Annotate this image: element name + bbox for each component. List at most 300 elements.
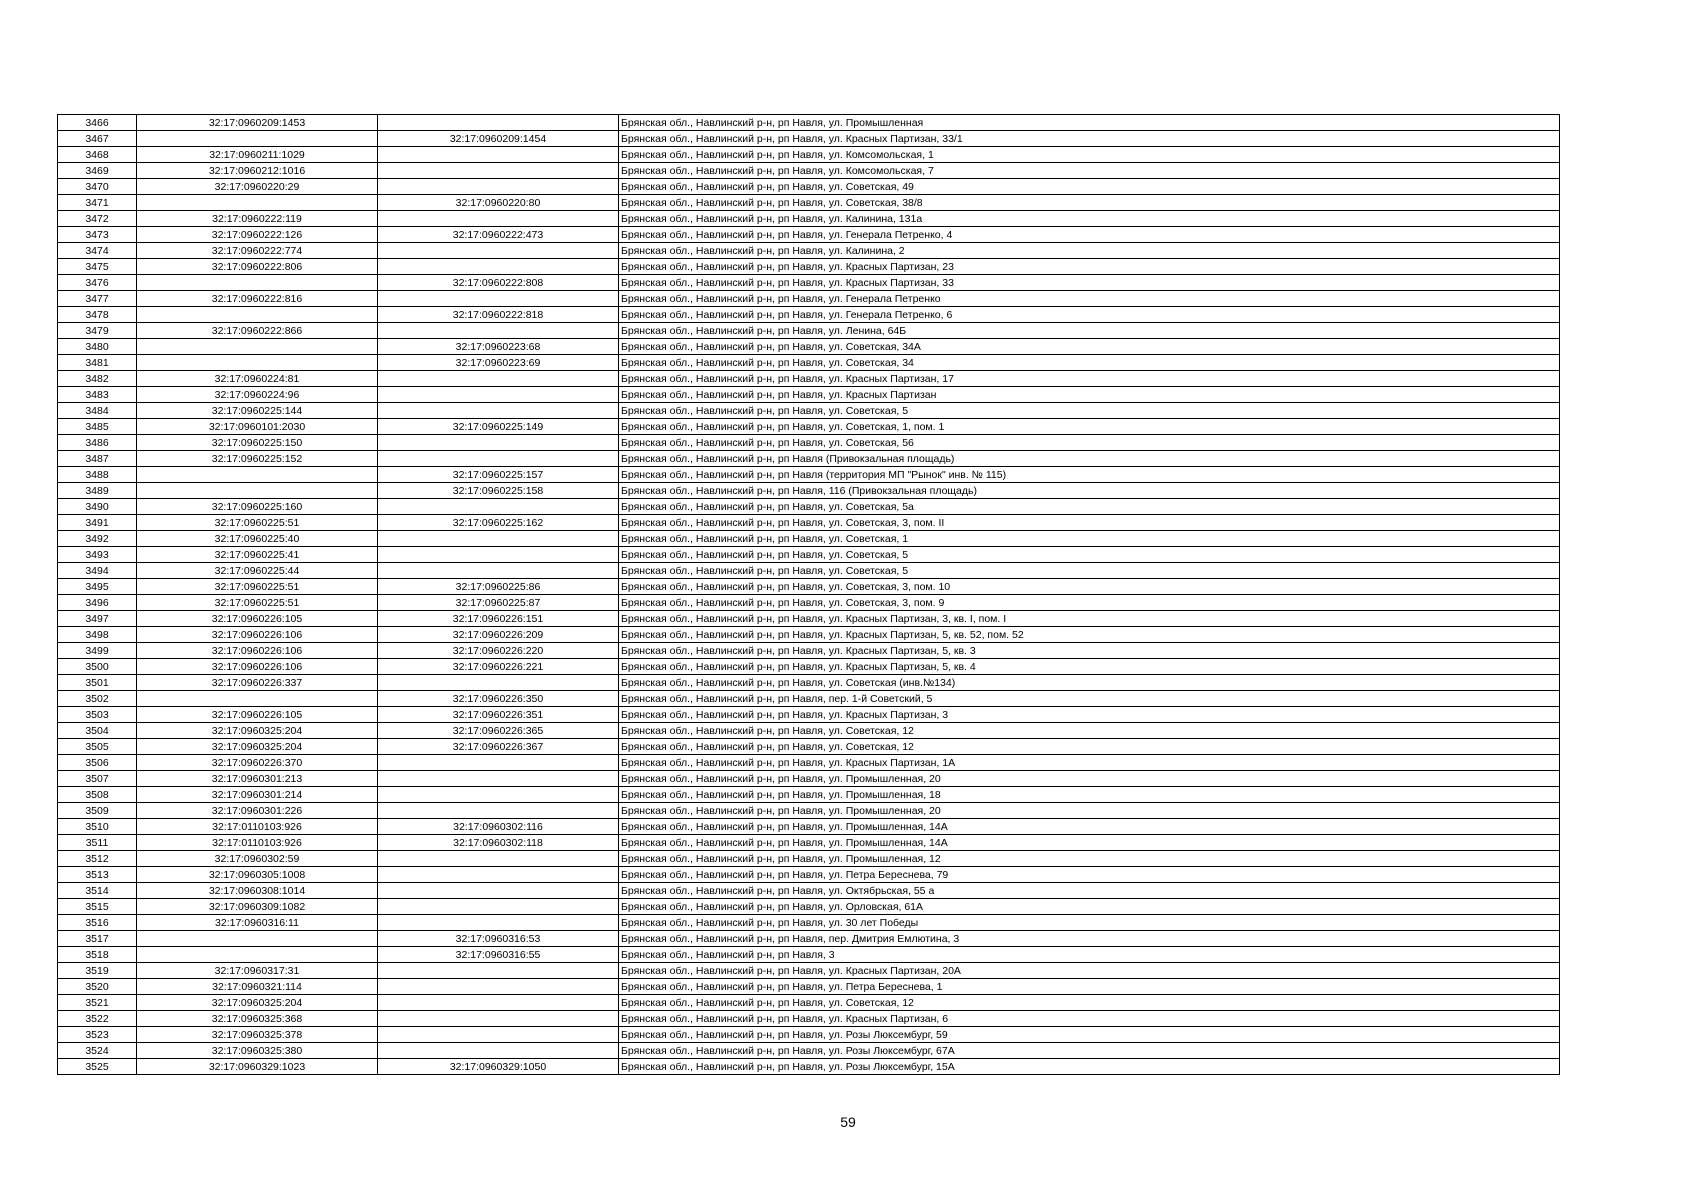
row-number-cell: 3489 bbox=[58, 483, 137, 499]
row-number-cell: 3491 bbox=[58, 515, 137, 531]
address-cell: Брянская обл., Навлинский р-н, рп Навля, ул. Петра Береснева, 1 bbox=[619, 979, 1560, 995]
address-cell: Брянская обл., Навлинский р-н, рп Навля, ул. Красных Партизан, 3 bbox=[619, 707, 1560, 723]
address-cell: Брянская обл., Навлинский р-н, рп Навля, ул. Советская, 34А bbox=[619, 339, 1560, 355]
address-cell: Брянская обл., Навлинский р-н, рп Навля, ул. Красных Партизан, 5, кв. 4 bbox=[619, 659, 1560, 675]
cadastral-number-cell: 32:17:0960224:96 bbox=[137, 387, 378, 403]
cadastral-number-cell: 32:17:0960226:106 bbox=[137, 627, 378, 643]
address-cell: Брянская обл., Навлинский р-н, рп Навля, ул. Промышленная, 12 bbox=[619, 851, 1560, 867]
cadastral-number-cell: 32:17:0960222:816 bbox=[137, 291, 378, 307]
cadastral-number-cell: 32:17:0960325:380 bbox=[137, 1043, 378, 1059]
table-row bbox=[58, 899, 1560, 915]
row-number-cell: 3508 bbox=[58, 787, 137, 803]
address-cell: Брянская обл., Навлинский р-н, рп Навля, ул. Генерала Петренко, 4 bbox=[619, 227, 1560, 243]
row-number-cell: 3495 bbox=[58, 579, 137, 595]
table-row bbox=[58, 851, 1560, 867]
address-cell: Брянская обл., Навлинский р-н, рп Навля, ул. Комсомольская, 7 bbox=[619, 163, 1560, 179]
table-row bbox=[58, 275, 1560, 291]
object-cadastral-number-cell: 32:17:0960223:68 bbox=[378, 339, 619, 355]
table-row bbox=[58, 147, 1560, 163]
object-cadastral-number-cell: 32:17:0960225:158 bbox=[378, 483, 619, 499]
cadastral-number-cell: 32:17:0960325:204 bbox=[137, 995, 378, 1011]
table-row bbox=[58, 1011, 1560, 1027]
object-cadastral-number-cell: 32:17:0960226:220 bbox=[378, 643, 619, 659]
address-cell: Брянская обл., Навлинский р-н, рп Навля, ул. Красных Партизан, 23 bbox=[619, 259, 1560, 275]
row-number-cell: 3509 bbox=[58, 803, 137, 819]
row-number-cell: 3470 bbox=[58, 179, 137, 195]
table-row bbox=[58, 995, 1560, 1011]
row-number-cell: 3512 bbox=[58, 851, 137, 867]
object-cadastral-number-cell bbox=[378, 371, 619, 387]
row-number-cell: 3478 bbox=[58, 307, 137, 323]
row-number-cell: 3504 bbox=[58, 723, 137, 739]
address-cell: Брянская обл., Навлинский р-н, рп Навля, ул. Советская, 34 bbox=[619, 355, 1560, 371]
cadastral-number-cell: 32:17:0960329:1023 bbox=[137, 1059, 378, 1075]
table-row bbox=[58, 595, 1560, 611]
table-row bbox=[58, 179, 1560, 195]
address-cell: Брянская обл., Навлинский р-н, рп Навля, ул. Генерала Петренко, 6 bbox=[619, 307, 1560, 323]
address-cell: Брянская обл., Навлинский р-н, рп Навля, ул. Красных Партизан, 33 bbox=[619, 275, 1560, 291]
cadastral-number-cell: 32:17:0960225:152 bbox=[137, 451, 378, 467]
address-cell: Брянская обл., Навлинский р-н, рп Навля, ул. Калинина, 131а bbox=[619, 211, 1560, 227]
row-number-cell: 3487 bbox=[58, 451, 137, 467]
object-cadastral-number-cell bbox=[378, 995, 619, 1011]
table-row bbox=[58, 707, 1560, 723]
row-number-cell: 3493 bbox=[58, 547, 137, 563]
cadastral-number-cell: 32:17:0960222:119 bbox=[137, 211, 378, 227]
object-cadastral-number-cell bbox=[378, 243, 619, 259]
cadastral-number-cell: 32:17:0960226:370 bbox=[137, 755, 378, 771]
object-cadastral-number-cell: 32:17:0960223:69 bbox=[378, 355, 619, 371]
row-number-cell: 3479 bbox=[58, 323, 137, 339]
object-cadastral-number-cell bbox=[378, 979, 619, 995]
address-cell: Брянская обл., Навлинский р-н, рп Навля, ул. Красных Партизан, 20А bbox=[619, 963, 1560, 979]
row-number-cell: 3498 bbox=[58, 627, 137, 643]
object-cadastral-number-cell bbox=[378, 387, 619, 403]
object-cadastral-number-cell bbox=[378, 323, 619, 339]
address-cell: Брянская обл., Навлинский р-н, рп Навля, ул. Промышленная, 20 bbox=[619, 803, 1560, 819]
row-number-cell: 3486 bbox=[58, 435, 137, 451]
table-row bbox=[58, 435, 1560, 451]
object-cadastral-number-cell: 32:17:0960226:367 bbox=[378, 739, 619, 755]
table-row bbox=[58, 1027, 1560, 1043]
object-cadastral-number-cell: 32:17:0960226:350 bbox=[378, 691, 619, 707]
object-cadastral-number-cell bbox=[378, 755, 619, 771]
cadastral-number-cell: 32:17:0960226:337 bbox=[137, 675, 378, 691]
address-cell: Брянская обл., Навлинский р-н, рп Навля, ул. Красных Партизан, 17 bbox=[619, 371, 1560, 387]
row-number-cell: 3467 bbox=[58, 131, 137, 147]
address-cell: Брянская обл., Навлинский р-н, рп Навля, ул. Промышленная, 18 bbox=[619, 787, 1560, 803]
object-cadastral-number-cell: 32:17:0960225:87 bbox=[378, 595, 619, 611]
object-cadastral-number-cell bbox=[378, 499, 619, 515]
table-row bbox=[58, 579, 1560, 595]
table-row bbox=[58, 371, 1560, 387]
table-row bbox=[58, 227, 1560, 243]
object-cadastral-number-cell bbox=[378, 547, 619, 563]
table-row bbox=[58, 291, 1560, 307]
object-cadastral-number-cell bbox=[378, 163, 619, 179]
cadastral-number-cell bbox=[137, 355, 378, 371]
row-number-cell: 3496 bbox=[58, 595, 137, 611]
cadastral-number-cell: 32:17:0960302:59 bbox=[137, 851, 378, 867]
address-cell: Брянская обл., Навлинский р-н, рп Навля, ул. Промышленная, 20 bbox=[619, 771, 1560, 787]
table-row bbox=[58, 387, 1560, 403]
row-number-cell: 3499 bbox=[58, 643, 137, 659]
object-cadastral-number-cell: 32:17:0960225:149 bbox=[378, 419, 619, 435]
address-cell: Брянская обл., Навлинский р-н, рп Навля, ул. Красных Партизан bbox=[619, 387, 1560, 403]
row-number-cell: 3472 bbox=[58, 211, 137, 227]
cadastral-number-cell: 32:17:0960225:40 bbox=[137, 531, 378, 547]
cadastral-number-cell: 32:17:0960226:106 bbox=[137, 659, 378, 675]
row-number-cell: 3501 bbox=[58, 675, 137, 691]
address-cell: Брянская обл., Навлинский р-н, рп Навля, ул. Розы Люксембург, 67А bbox=[619, 1043, 1560, 1059]
cadastral-number-cell: 32:17:0960224:81 bbox=[137, 371, 378, 387]
object-cadastral-number-cell: 32:17:0960316:53 bbox=[378, 931, 619, 947]
object-cadastral-number-cell: 32:17:0960222:473 bbox=[378, 227, 619, 243]
row-number-cell: 3477 bbox=[58, 291, 137, 307]
row-number-cell: 3503 bbox=[58, 707, 137, 723]
row-number-cell: 3494 bbox=[58, 563, 137, 579]
row-number-cell: 3521 bbox=[58, 995, 137, 1011]
cadastral-number-cell bbox=[137, 339, 378, 355]
object-cadastral-number-cell bbox=[378, 147, 619, 163]
row-number-cell: 3490 bbox=[58, 499, 137, 515]
cadastral-number-cell: 32:17:0960226:106 bbox=[137, 643, 378, 659]
address-cell: Брянская обл., Навлинский р-н, рп Навля, ул. Советская, 5 bbox=[619, 563, 1560, 579]
address-cell: Брянская обл., Навлинский р-н, рп Навля, ул. Советская, 12 bbox=[619, 739, 1560, 755]
cadastral-number-cell: 32:17:0960225:41 bbox=[137, 547, 378, 563]
object-cadastral-number-cell bbox=[378, 771, 619, 787]
table-row bbox=[58, 515, 1560, 531]
object-cadastral-number-cell bbox=[378, 115, 619, 131]
cadastral-number-cell: 32:17:0960301:226 bbox=[137, 803, 378, 819]
cadastral-number-cell: 32:17:0960225:160 bbox=[137, 499, 378, 515]
table-row bbox=[58, 499, 1560, 515]
object-cadastral-number-cell bbox=[378, 563, 619, 579]
table-row bbox=[58, 195, 1560, 211]
object-cadastral-number-cell bbox=[378, 1011, 619, 1027]
address-cell: Брянская обл., Навлинский р-н, рп Навля, пер. 1-й Советский, 5 bbox=[619, 691, 1560, 707]
table-row bbox=[58, 755, 1560, 771]
row-number-cell: 3511 bbox=[58, 835, 137, 851]
row-number-cell: 3492 bbox=[58, 531, 137, 547]
object-cadastral-number-cell: 32:17:0960329:1050 bbox=[378, 1059, 619, 1075]
row-number-cell: 3481 bbox=[58, 355, 137, 371]
address-cell: Брянская обл., Навлинский р-н, рп Навля, ул. Советская, 38/8 bbox=[619, 195, 1560, 211]
cadastral-number-cell bbox=[137, 467, 378, 483]
cadastral-number-cell bbox=[137, 195, 378, 211]
cadastral-number-cell: 32:17:0960101:2030 bbox=[137, 419, 378, 435]
cadastral-number-cell bbox=[137, 947, 378, 963]
table-row bbox=[58, 339, 1560, 355]
page-number: 59 bbox=[840, 1114, 856, 1130]
table-row bbox=[58, 979, 1560, 995]
cadastral-number-cell: 32:17:0960222:866 bbox=[137, 323, 378, 339]
address-cell: Брянская обл., Навлинский р-н, рп Навля, ул. Советская, 1 bbox=[619, 531, 1560, 547]
address-cell: Брянская обл., Навлинский р-н, рп Навля, 116 (Привокзальная площадь) bbox=[619, 483, 1560, 499]
table-row bbox=[58, 787, 1560, 803]
table-body bbox=[58, 115, 1560, 1075]
property-registry-table bbox=[57, 114, 1560, 1075]
row-number-cell: 3518 bbox=[58, 947, 137, 963]
cadastral-number-cell: 32:17:0960301:214 bbox=[137, 787, 378, 803]
table-row bbox=[58, 691, 1560, 707]
address-cell: Брянская обл., Навлинский р-н, рп Навля, ул. Промышленная bbox=[619, 115, 1560, 131]
address-cell: Брянская обл., Навлинский р-н, рп Навля, ул. Советская, 12 bbox=[619, 723, 1560, 739]
cadastral-number-cell: 32:17:0960309:1082 bbox=[137, 899, 378, 915]
cadastral-number-cell: 32:17:0960317:31 bbox=[137, 963, 378, 979]
object-cadastral-number-cell bbox=[378, 915, 619, 931]
table-row bbox=[58, 675, 1560, 691]
address-cell: Брянская обл., Навлинский р-н, рп Навля, ул. Орловская, 61А bbox=[619, 899, 1560, 915]
object-cadastral-number-cell bbox=[378, 531, 619, 547]
object-cadastral-number-cell: 32:17:0960225:162 bbox=[378, 515, 619, 531]
object-cadastral-number-cell: 32:17:0960220:80 bbox=[378, 195, 619, 211]
cadastral-number-cell bbox=[137, 931, 378, 947]
object-cadastral-number-cell bbox=[378, 1027, 619, 1043]
cadastral-number-cell: 32:17:0960209:1453 bbox=[137, 115, 378, 131]
table-row bbox=[58, 1043, 1560, 1059]
table-row bbox=[58, 659, 1560, 675]
table-row bbox=[58, 803, 1560, 819]
row-number-cell: 3485 bbox=[58, 419, 137, 435]
document-table-wrapper bbox=[57, 114, 1559, 1075]
cadastral-number-cell: 32:17:0960225:51 bbox=[137, 595, 378, 611]
table-row bbox=[58, 547, 1560, 563]
address-cell: Брянская обл., Навлинский р-н, рп Навля, ул. Калинина, 2 bbox=[619, 243, 1560, 259]
table-row bbox=[58, 739, 1560, 755]
object-cadastral-number-cell bbox=[378, 1043, 619, 1059]
object-cadastral-number-cell: 32:17:0960226:351 bbox=[378, 707, 619, 723]
address-cell: Брянская обл., Навлинский р-н, рп Навля, ул. Красных Партизан, 3, кв. I, пом. I bbox=[619, 611, 1560, 627]
table-row bbox=[58, 723, 1560, 739]
row-number-cell: 3476 bbox=[58, 275, 137, 291]
row-number-cell: 3466 bbox=[58, 115, 137, 131]
object-cadastral-number-cell: 32:17:0960225:86 bbox=[378, 579, 619, 595]
object-cadastral-number-cell: 32:17:0960225:157 bbox=[378, 467, 619, 483]
cadastral-number-cell bbox=[137, 307, 378, 323]
table-row bbox=[58, 355, 1560, 371]
row-number-cell: 3522 bbox=[58, 1011, 137, 1027]
address-cell: Брянская обл., Навлинский р-н, рп Навля, ул. Розы Люксембург, 59 bbox=[619, 1027, 1560, 1043]
table-row bbox=[58, 963, 1560, 979]
table-row bbox=[58, 771, 1560, 787]
address-cell: Брянская обл., Навлинский р-н, рп Навля, 3 bbox=[619, 947, 1560, 963]
cadastral-number-cell: 32:17:0110103:926 bbox=[137, 835, 378, 851]
address-cell: Брянская обл., Навлинский р-н, рп Навля, ул. Советская, 3, пом. II bbox=[619, 515, 1560, 531]
object-cadastral-number-cell: 32:17:0960222:808 bbox=[378, 275, 619, 291]
table-row bbox=[58, 211, 1560, 227]
address-cell: Брянская обл., Навлинский р-н, рп Навля, ул. Советская, 3, пом. 10 bbox=[619, 579, 1560, 595]
cadastral-number-cell: 32:17:0960212:1016 bbox=[137, 163, 378, 179]
address-cell: Брянская обл., Навлинский р-н, рп Навля, ул. Октябрьская, 55 а bbox=[619, 883, 1560, 899]
object-cadastral-number-cell: 32:17:0960222:818 bbox=[378, 307, 619, 323]
row-number-cell: 3500 bbox=[58, 659, 137, 675]
cadastral-number-cell bbox=[137, 483, 378, 499]
object-cadastral-number-cell bbox=[378, 675, 619, 691]
row-number-cell: 3507 bbox=[58, 771, 137, 787]
table-row bbox=[58, 819, 1560, 835]
object-cadastral-number-cell bbox=[378, 883, 619, 899]
object-cadastral-number-cell bbox=[378, 963, 619, 979]
object-cadastral-number-cell bbox=[378, 851, 619, 867]
address-cell: Брянская обл., Навлинский р-н, рп Навля (Привокзальная площадь) bbox=[619, 451, 1560, 467]
table-row bbox=[58, 643, 1560, 659]
row-number-cell: 3519 bbox=[58, 963, 137, 979]
row-number-cell: 3524 bbox=[58, 1043, 137, 1059]
cadastral-number-cell bbox=[137, 275, 378, 291]
object-cadastral-number-cell bbox=[378, 291, 619, 307]
row-number-cell: 3480 bbox=[58, 339, 137, 355]
address-cell: Брянская обл., Навлинский р-н, рп Навля, ул. Генерала Петренко bbox=[619, 291, 1560, 307]
cadastral-number-cell: 32:17:0960222:774 bbox=[137, 243, 378, 259]
cadastral-number-cell: 32:17:0960220:29 bbox=[137, 179, 378, 195]
row-number-cell: 3523 bbox=[58, 1027, 137, 1043]
cadastral-number-cell: 32:17:0960225:144 bbox=[137, 403, 378, 419]
cadastral-number-cell: 32:17:0960325:378 bbox=[137, 1027, 378, 1043]
object-cadastral-number-cell: 32:17:0960316:55 bbox=[378, 947, 619, 963]
object-cadastral-number-cell bbox=[378, 435, 619, 451]
address-cell: Брянская обл., Навлинский р-н, рп Навля, ул. Советская, 49 bbox=[619, 179, 1560, 195]
object-cadastral-number-cell: 32:17:0960209:1454 bbox=[378, 131, 619, 147]
address-cell: Брянская обл., Навлинский р-н, рп Навля, ул. Петра Береснева, 79 bbox=[619, 867, 1560, 883]
object-cadastral-number-cell bbox=[378, 179, 619, 195]
table-row bbox=[58, 947, 1560, 963]
row-number-cell: 3520 bbox=[58, 979, 137, 995]
object-cadastral-number-cell bbox=[378, 259, 619, 275]
table-row bbox=[58, 163, 1560, 179]
row-number-cell: 3471 bbox=[58, 195, 137, 211]
address-cell: Брянская обл., Навлинский р-н, рп Навля, ул. 30 лет Победы bbox=[619, 915, 1560, 931]
row-number-cell: 3483 bbox=[58, 387, 137, 403]
row-number-cell: 3502 bbox=[58, 691, 137, 707]
cadastral-number-cell: 32:17:0960225:51 bbox=[137, 515, 378, 531]
address-cell: Брянская обл., Навлинский р-н, рп Навля, ул. Розы Люксембург, 15А bbox=[619, 1059, 1560, 1075]
cadastral-number-cell: 32:17:0960225:44 bbox=[137, 563, 378, 579]
row-number-cell: 3497 bbox=[58, 611, 137, 627]
table-row bbox=[58, 467, 1560, 483]
object-cadastral-number-cell: 32:17:0960226:209 bbox=[378, 627, 619, 643]
row-number-cell: 3510 bbox=[58, 819, 137, 835]
address-cell: Брянская обл., Навлинский р-н, рп Навля, ул. Советская, 3, пом. 9 bbox=[619, 595, 1560, 611]
cadastral-number-cell: 32:17:0960305:1008 bbox=[137, 867, 378, 883]
address-cell: Брянская обл., Навлинский р-н, рп Навля, ул. Красных Партизан, 5, кв. 3 bbox=[619, 643, 1560, 659]
object-cadastral-number-cell bbox=[378, 803, 619, 819]
table-row bbox=[58, 259, 1560, 275]
row-number-cell: 3468 bbox=[58, 147, 137, 163]
table-row bbox=[58, 419, 1560, 435]
table-row bbox=[58, 131, 1560, 147]
table-row bbox=[58, 403, 1560, 419]
address-cell: Брянская обл., Навлинский р-н, рп Навля (территория МП "Рынок" инв. № 115) bbox=[619, 467, 1560, 483]
table-row bbox=[58, 611, 1560, 627]
cadastral-number-cell: 32:17:0960211:1029 bbox=[137, 147, 378, 163]
cadastral-number-cell: 32:17:0960226:105 bbox=[137, 611, 378, 627]
object-cadastral-number-cell: 32:17:0960302:116 bbox=[378, 819, 619, 835]
cadastral-number-cell: 32:17:0960226:105 bbox=[137, 707, 378, 723]
address-cell: Брянская обл., Навлинский р-н, рп Навля, ул. Красных Партизан, 5, кв. 52, пом. 52 bbox=[619, 627, 1560, 643]
row-number-cell: 3517 bbox=[58, 931, 137, 947]
address-cell: Брянская обл., Навлинский р-н, рп Навля, ул. Советская, 5 bbox=[619, 403, 1560, 419]
row-number-cell: 3505 bbox=[58, 739, 137, 755]
cadastral-number-cell: 32:17:0960316:11 bbox=[137, 915, 378, 931]
address-cell: Брянская обл., Навлинский р-н, рп Навля, ул. Советская (инв.№134) bbox=[619, 675, 1560, 691]
object-cadastral-number-cell: 32:17:0960226:221 bbox=[378, 659, 619, 675]
row-number-cell: 3469 bbox=[58, 163, 137, 179]
object-cadastral-number-cell bbox=[378, 867, 619, 883]
table-row bbox=[58, 867, 1560, 883]
table-row bbox=[58, 243, 1560, 259]
row-number-cell: 3482 bbox=[58, 371, 137, 387]
cadastral-number-cell: 32:17:0960225:150 bbox=[137, 435, 378, 451]
row-number-cell: 3474 bbox=[58, 243, 137, 259]
row-number-cell: 3513 bbox=[58, 867, 137, 883]
table-row bbox=[58, 1059, 1560, 1075]
row-number-cell: 3515 bbox=[58, 899, 137, 915]
table-row bbox=[58, 835, 1560, 851]
table-row bbox=[58, 627, 1560, 643]
table-row bbox=[58, 883, 1560, 899]
table-row bbox=[58, 451, 1560, 467]
table-row bbox=[58, 563, 1560, 579]
table-row bbox=[58, 931, 1560, 947]
address-cell: Брянская обл., Навлинский р-н, рп Навля, ул. Красных Партизан, 1А bbox=[619, 755, 1560, 771]
address-cell: Брянская обл., Навлинский р-н, рп Навля, пер. Дмитрия Емлютина, 3 bbox=[619, 931, 1560, 947]
table-row bbox=[58, 323, 1560, 339]
row-number-cell: 3488 bbox=[58, 467, 137, 483]
cadastral-number-cell: 32:17:0960308:1014 bbox=[137, 883, 378, 899]
row-number-cell: 3473 bbox=[58, 227, 137, 243]
object-cadastral-number-cell bbox=[378, 787, 619, 803]
object-cadastral-number-cell bbox=[378, 899, 619, 915]
address-cell: Брянская обл., Навлинский р-н, рп Навля, ул. Советская, 5а bbox=[619, 499, 1560, 515]
address-cell: Брянская обл., Навлинский р-н, рп Навля, ул. Красных Партизан, 33/1 bbox=[619, 131, 1560, 147]
cadastral-number-cell: 32:17:0960325:204 bbox=[137, 723, 378, 739]
cadastral-number-cell: 32:17:0960222:806 bbox=[137, 259, 378, 275]
row-number-cell: 3516 bbox=[58, 915, 137, 931]
object-cadastral-number-cell bbox=[378, 211, 619, 227]
row-number-cell: 3514 bbox=[58, 883, 137, 899]
table-row bbox=[58, 531, 1560, 547]
table-row bbox=[58, 915, 1560, 931]
row-number-cell: 3484 bbox=[58, 403, 137, 419]
cadastral-number-cell: 32:17:0960321:114 bbox=[137, 979, 378, 995]
cadastral-number-cell: 32:17:0960222:126 bbox=[137, 227, 378, 243]
object-cadastral-number-cell bbox=[378, 451, 619, 467]
table-row bbox=[58, 483, 1560, 499]
address-cell: Брянская обл., Навлинский р-н, рп Навля, ул. Советская, 1, пом. 1 bbox=[619, 419, 1560, 435]
cadastral-number-cell: 32:17:0960325:368 bbox=[137, 1011, 378, 1027]
address-cell: Брянская обл., Навлинский р-н, рп Навля, ул. Советская, 5 bbox=[619, 547, 1560, 563]
object-cadastral-number-cell: 32:17:0960302:118 bbox=[378, 835, 619, 851]
address-cell: Брянская обл., Навлинский р-н, рп Навля, ул. Советская, 12 bbox=[619, 995, 1560, 1011]
object-cadastral-number-cell: 32:17:0960226:151 bbox=[378, 611, 619, 627]
object-cadastral-number-cell bbox=[378, 403, 619, 419]
cadastral-number-cell bbox=[137, 131, 378, 147]
address-cell: Брянская обл., Навлинский р-н, рп Навля, ул. Ленина, 64Б bbox=[619, 323, 1560, 339]
cadastral-number-cell: 32:17:0960225:51 bbox=[137, 579, 378, 595]
cadastral-number-cell: 32:17:0110103:926 bbox=[137, 819, 378, 835]
address-cell: Брянская обл., Навлинский р-н, рп Навля, ул. Советская, 56 bbox=[619, 435, 1560, 451]
table-row bbox=[58, 307, 1560, 323]
row-number-cell: 3525 bbox=[58, 1059, 137, 1075]
cadastral-number-cell: 32:17:0960325:204 bbox=[137, 739, 378, 755]
address-cell: Брянская обл., Навлинский р-н, рп Навля, ул. Красных Партизан, 6 bbox=[619, 1011, 1560, 1027]
cadastral-number-cell: 32:17:0960301:213 bbox=[137, 771, 378, 787]
row-number-cell: 3475 bbox=[58, 259, 137, 275]
table-row bbox=[58, 115, 1560, 131]
row-number-cell: 3506 bbox=[58, 755, 137, 771]
address-cell: Брянская обл., Навлинский р-н, рп Навля, ул. Промышленная, 14А bbox=[619, 835, 1560, 851]
